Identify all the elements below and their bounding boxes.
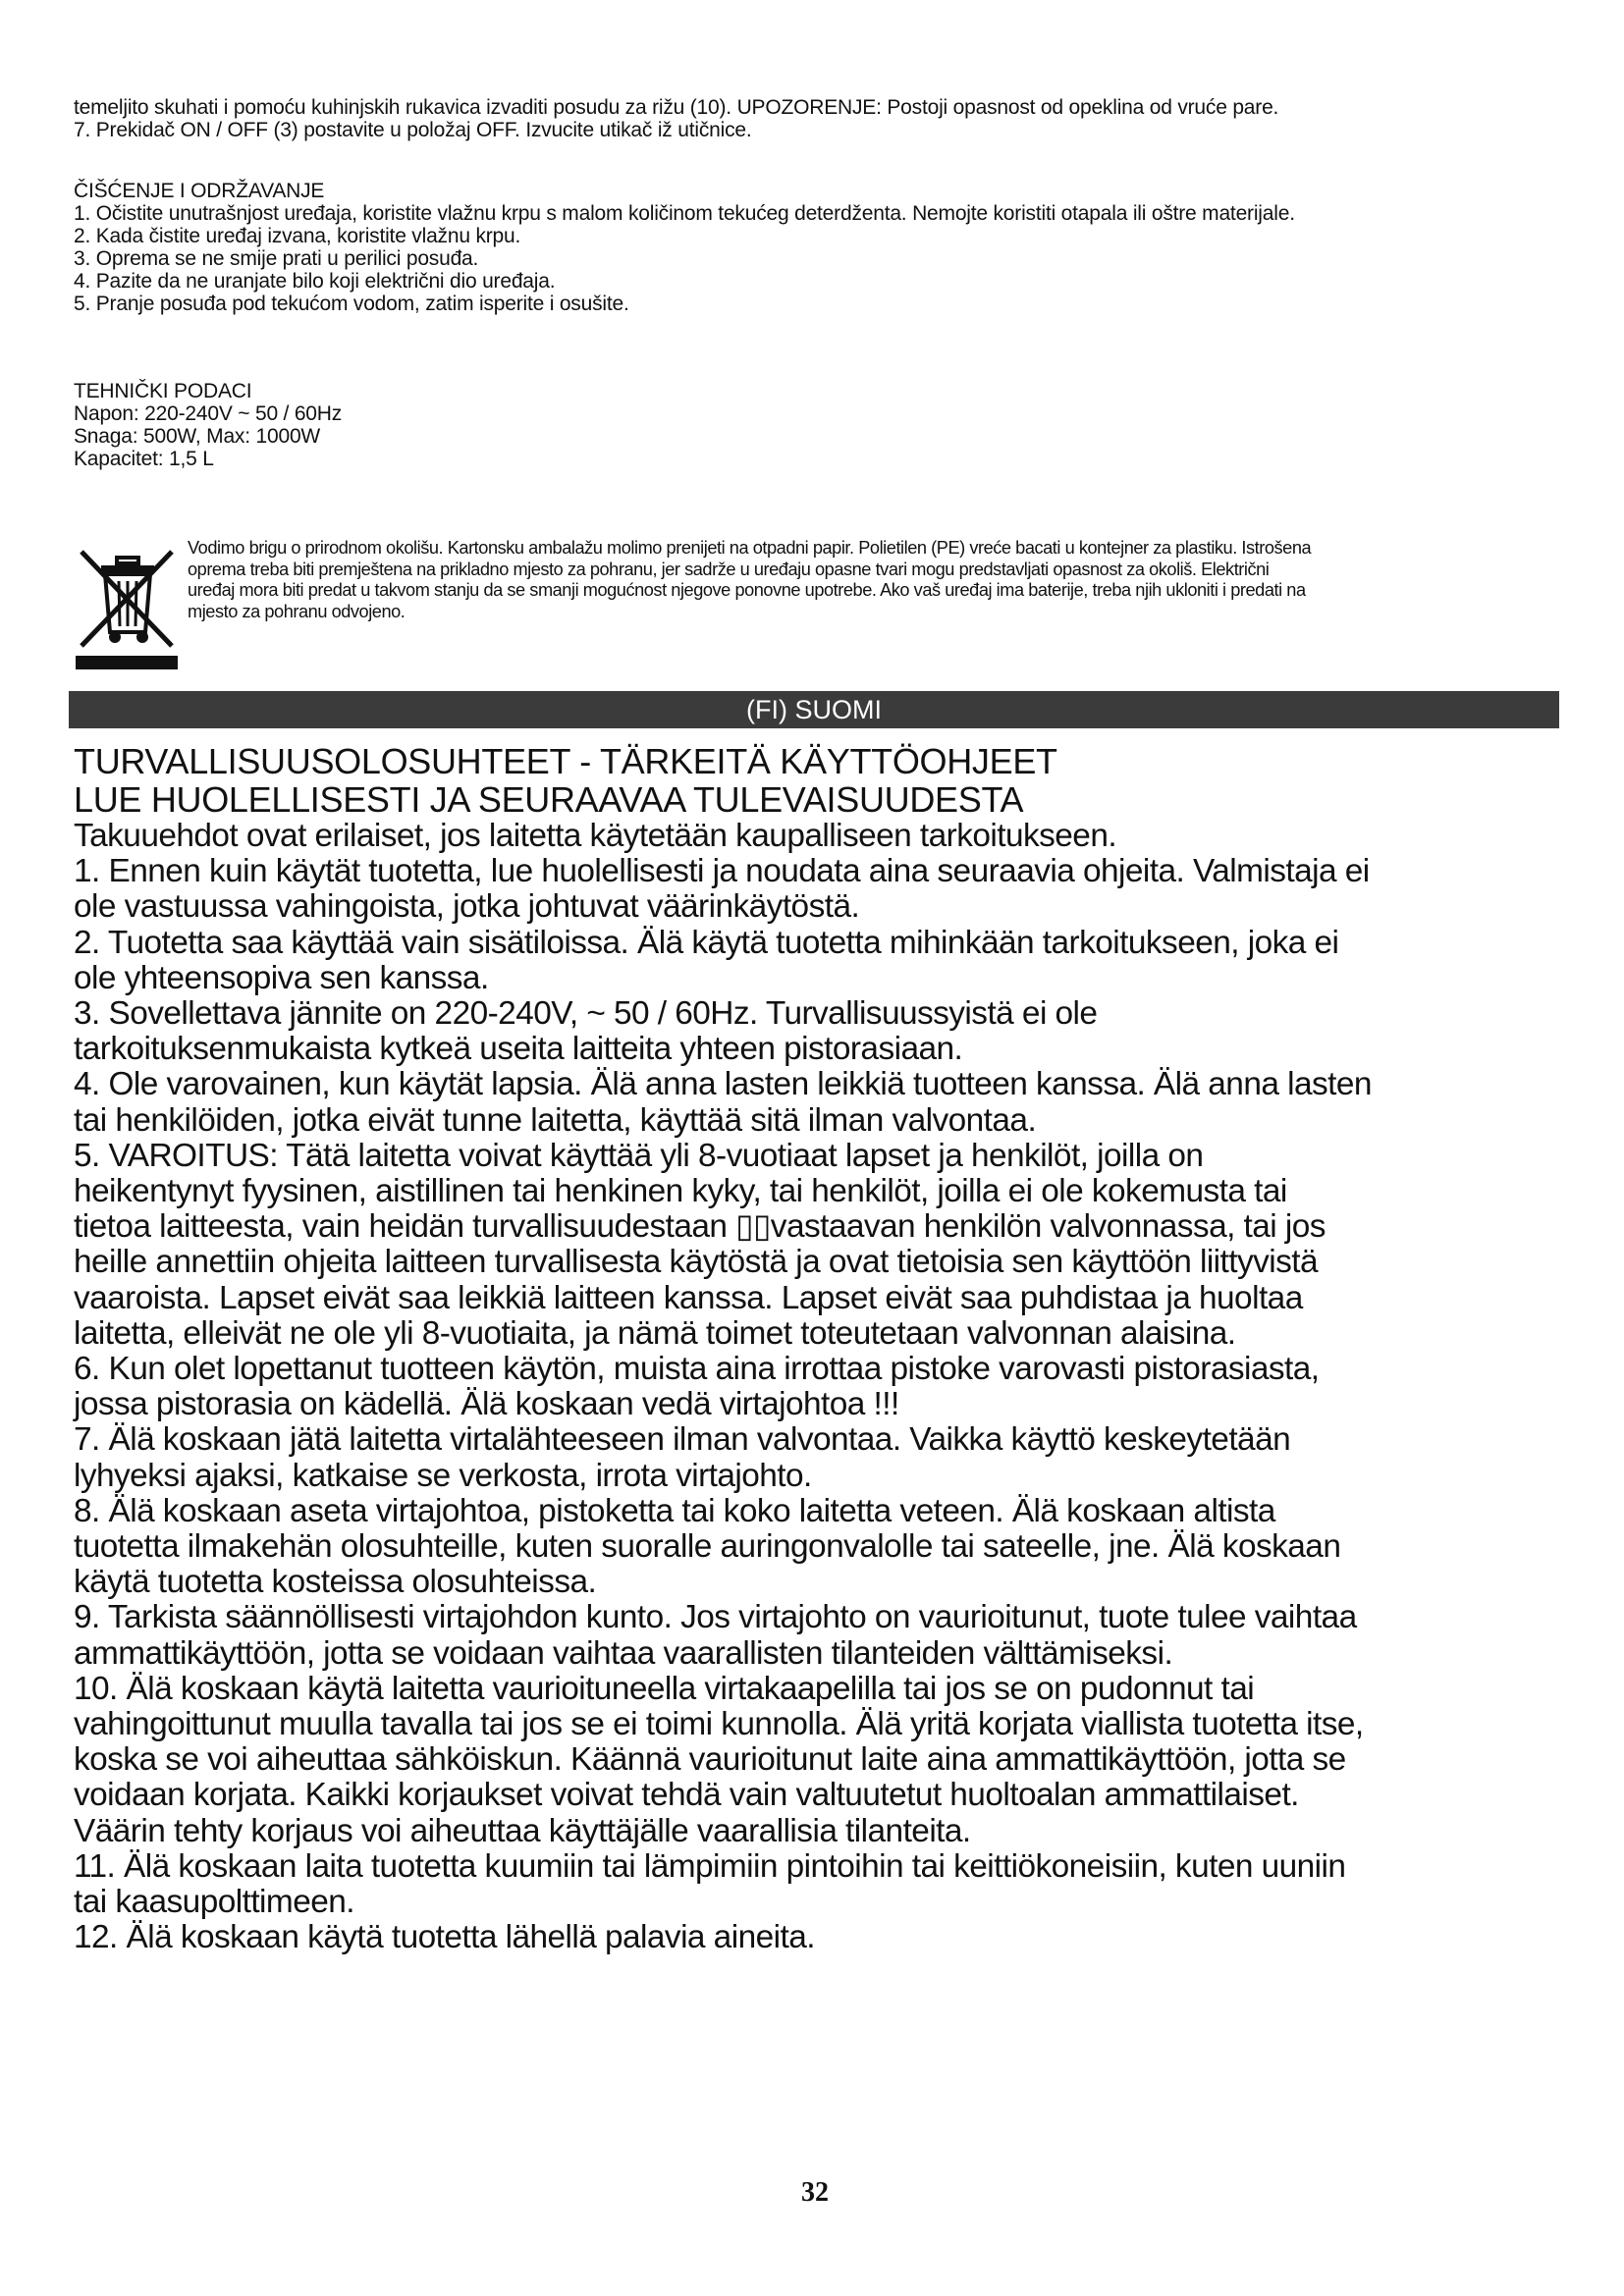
text-line: 5. Pranje posuđa pod tekućom vodom, zatim isperite i osušite. (74, 293, 629, 315)
instruction-line: 2. Tuotetta saa käyttää vain sisätiloissa. Älä käytä tuotetta mihinkään tarkoitukseen, joka ei (74, 924, 1339, 961)
instruction-line: tarkoituksenmukaista kytkeä useita laitteita yhteen pistorasiaan. (74, 1031, 963, 1068)
instruction-line: käytä tuotetta kosteissa olosuhteissa. (74, 1564, 597, 1601)
instruction-line: tuotetta ilmakehän olosuhteille, kuten suoralle auringonvalolle tai sateelle, jne. Älä koskaan (74, 1528, 1341, 1566)
cleaning-section (74, 180, 1556, 315)
specs-heading: TEHNIČKI PODACI (74, 380, 252, 402)
text-line: 4. Pazite da ne uranjate bilo koji električni dio uređaja. (74, 270, 556, 293)
weee-crossed-bin-icon (74, 544, 180, 671)
eco-notice (74, 538, 1556, 680)
instruction-line: 9. Tarkista säännöllisesti virtajohdon kunto. Jos virtajohto on vaurioitunut, tuote tulee vaihtaa (74, 1599, 1357, 1636)
text-line: 1. Očistite unutrašnjost uređaja, koristite vlažnu krpu s malom količinom tekućeg deterdženta. Nemojte koristiti otapala ili oštre materijale. (74, 202, 1295, 225)
instruction-line: 1. Ennen kuin käytät tuotetta, lue huolellisesti ja noudata aina seuraavia ohjeita. Valmistaja ei (74, 853, 1370, 890)
instruction-line: 11. Älä koskaan laita tuotetta kuumiin tai lämpimiin pintoihin tai keittiökoneisiin, kuten uuniin (74, 1847, 1346, 1885)
text-line: Snaga: 500W, Max: 1000W (74, 425, 321, 448)
eco-text (188, 538, 1556, 622)
instruction-line: Väärin tehty korjaus voi aiheuttaa käyttäjälle vaarallisia tilanteita. (74, 1812, 971, 1849)
cleaning-heading: ČIŠĆENJE I ODRŽAVANJE (74, 180, 325, 202)
section-title: TURVALLISUUSOLOSUHTEET - TÄRKEITÄ KÄYTTÖOHJEET (74, 741, 1057, 781)
finnish-titles (74, 742, 1561, 819)
instruction-line: tai kaasupolttimeen. (74, 1884, 354, 1921)
instruction-line: ammattikäyttöön, jotta se voidaan vaihtaa vaarallisten tilanteiden välttämiseksi. (74, 1634, 1173, 1672)
instruction-line: 6. Kun olet lopettanut tuotteen käytön, muista aina irrottaa pistoke varovasti pistorasiasta, (74, 1351, 1320, 1388)
page-number: 32 (801, 2177, 829, 2208)
text-line: Vodimo brigu o prirodnom okolišu. Kartonsku ambalažu molimo prenijeti na otpadni papir. Polietilen (PE) vreće bacati u kontejner za plastiku. Istrošena (188, 538, 1312, 558)
text-line: uređaj mora biti predat u takvom stanju da se smanji mogućnost njegove ponovne upotrebe. Ako vaš uređaj ima baterije, treba njih ukloniti i predati na (188, 580, 1306, 600)
instruction-line: jossa pistorasia on kädellä. Älä koskaan vedä virtajohtoa !!! (74, 1386, 899, 1423)
text-line: 2. Kada čistite uređaj izvana, koristite vlažnu krpu. (74, 225, 521, 247)
instruction-line: voidaan korjata. Kaikki korjaukset voivat tehdä vain valtuutetut huoltoalan ammattilaiset. (74, 1777, 1299, 1814)
instruction-line: heille annettiin ohjeita laitteen turvallisesta käytöstä ja ovat tietoisia sen käyttöön liittyvistä (74, 1244, 1319, 1281)
finnish-instructions (74, 819, 1561, 1956)
instruction-line: lyhyeksi ajaksi, katkaise se verkosta, irrota virtajohto. (74, 1457, 812, 1494)
text-line: oprema treba biti premještena na prikladno mjesto za pohranu, jer sadrže u uređaju opasne tvari mogu predstavljati opasnost za okoliš. Električni (188, 559, 1270, 579)
finnish-section (74, 742, 1561, 1956)
instruction-line: 3. Sovellettava jännite on 220-240V, ~ 50 / 60Hz. Turvallisuussyistä ei ole (74, 995, 1098, 1033)
instruction-line: tai henkilöiden, jotka eivät tunne laitetta, käyttää sitä ilman valvontaa. (74, 1101, 1037, 1139)
instruction-line: Takuuehdot ovat erilaiset, jos laitetta käytetään kaupalliseen tarkoitukseen. (74, 818, 1117, 854)
instruction-line: 10. Älä koskaan käytä laitetta vaurioituneella virtakaapelilla tai jos se on pudonnut tai (74, 1670, 1255, 1707)
text-line: Kapacitet: 1,5 L (74, 448, 214, 470)
instruction-line: vahingoittunut muulla tavalla tai jos se ei toimi kunnolla. Älä yritä korjata viallista tuotetta itse, (74, 1706, 1364, 1743)
instruction-line: heikentynyt fyysinen, aistillinen tai henkinen kyky, tai henkilöt, joilla ei ole kokemusta tai (74, 1173, 1287, 1210)
section-subtitle: LUE HUOLELLISESTI JA SEURAAVAA TULEVAISUUDESTA (74, 779, 1024, 820)
instruction-line: vaaroista. Lapset eivät saa leikkiä laitteen kanssa. Lapset eivät saa puhdistaa ja huoltaa (74, 1279, 1303, 1316)
text-line: 7. Prekidač ON / OFF (3) postavite u položaj OFF. Izvucite utikač iž utičnice. (74, 119, 752, 141)
text-line: Napon: 220-240V ~ 50 / 60Hz (74, 402, 343, 425)
croatian-intro (74, 96, 1556, 141)
text-line: 3. Oprema se ne smije prati u perilici posuđa. (74, 247, 479, 270)
instruction-line: 7. Älä koskaan jätä laitetta virtalähteeseen ilman valvontaa. Vaikka käyttö keskeytetään (74, 1421, 1291, 1459)
text-line: mjesto za pohranu odvojeno. (188, 601, 406, 621)
instruction-line: tietoa laitteesta, vain heidän turvallisuudestaan ▯▯vastaavan henkilön valvonnassa, tai jos (74, 1208, 1326, 1246)
instruction-line: koska se voi aiheuttaa sähköiskun. Käännä vaurioitunut laite aina ammattikäyttöön, jotta se (74, 1741, 1346, 1779)
instruction-line: 12. Älä koskaan käytä tuotetta lähellä palavia aineita. (74, 1919, 815, 1956)
instruction-line: ole yhteensopiva sen kanssa. (74, 959, 489, 996)
instruction-line: 5. VAROITUS: Tätä laitetta voivat käyttää yli 8-vuotiaat lapset ja henkilöt, joilla on (74, 1137, 1204, 1174)
instruction-line: laitetta, elleivät ne ole yli 8-vuotiaita, ja nämä toimet toteutetaan valvonnan alaisina. (74, 1314, 1236, 1352)
instruction-line: 4. Ole varovainen, kun käytät lapsia. Älä anna lasten leikkiä tuotteen kanssa. Älä anna lasten (74, 1066, 1372, 1103)
instruction-line: 8. Älä koskaan aseta virtajohtoa, pistoketta tai koko laitetta veteen. Älä koskaan altista (74, 1492, 1275, 1529)
text-line: temeljito skuhati i pomoću kuhinjskih rukavica izvaditi posudu za rižu (10). UPOZORENJE: Postoji opasnost od opeklina od vruće pare. (74, 96, 1279, 119)
language-section-header: (FI) SUOMI (69, 691, 1559, 728)
specs-section (74, 380, 1556, 470)
instruction-line: ole vastuussa vahingoista, jotka johtuvat väärinkäytöstä. (74, 888, 860, 926)
